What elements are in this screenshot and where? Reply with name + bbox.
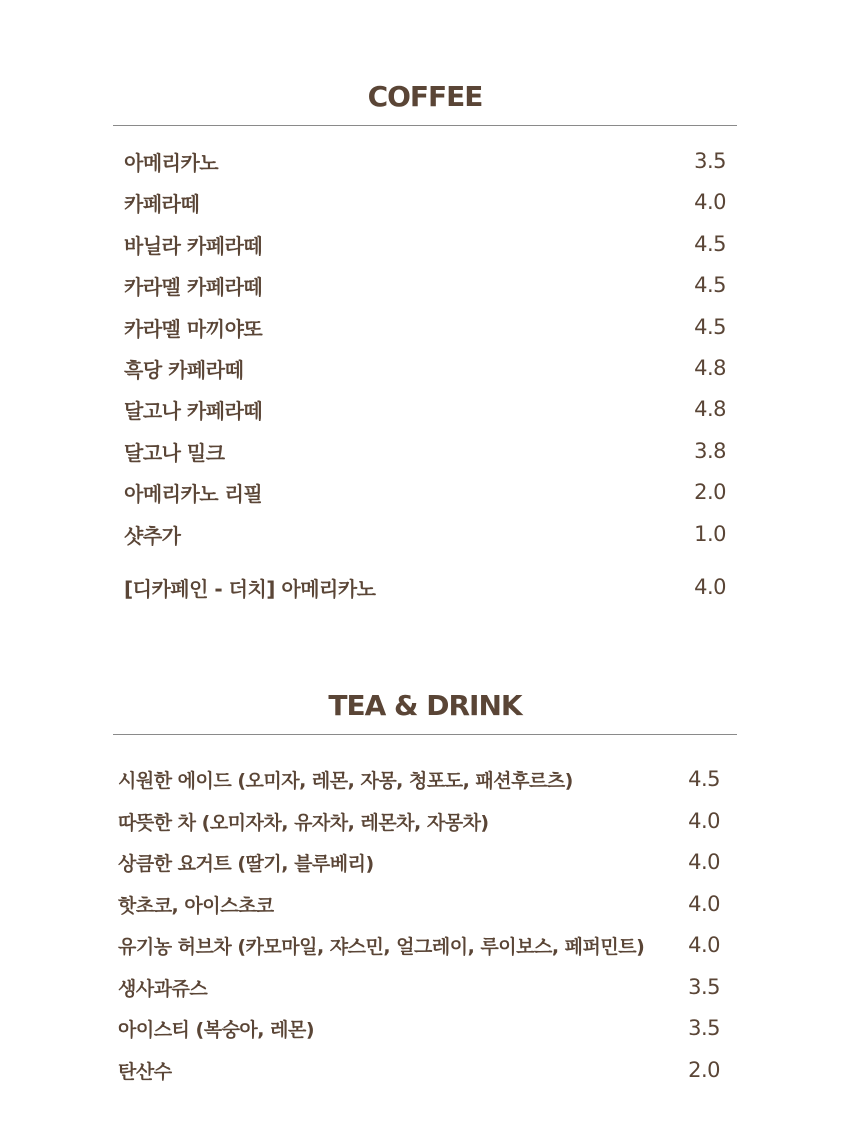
coffee-divider — [113, 125, 737, 126]
menu-item-name: 샷추가 — [124, 523, 181, 548]
menu-item — [118, 806, 720, 836]
menu-item-name: 바닐라 카페라떼 — [124, 233, 263, 258]
menu-item — [118, 1013, 720, 1043]
menu-item — [118, 1055, 720, 1085]
menu-item — [124, 146, 726, 176]
menu-item-name: 카라멜 카페라떼 — [124, 274, 263, 299]
menu-item — [124, 229, 726, 259]
menu-item-price: 4.5 — [694, 315, 726, 339]
tea-divider — [113, 734, 737, 735]
menu-item-name: 아메리카노 리필 — [124, 481, 263, 506]
menu-item-price: 3.8 — [694, 439, 726, 463]
menu-item-name: 시원한 에이드 (오미자, 레몬, 자몽, 청포도, 패션후르츠) — [118, 769, 573, 792]
menu-item-price: 4.0 — [694, 575, 726, 599]
menu-item-name: 탄산수 — [118, 1060, 172, 1083]
menu-item-price: 3.5 — [688, 975, 720, 999]
menu-item-price: 4.5 — [688, 767, 720, 791]
menu-item-price: 4.5 — [694, 232, 726, 256]
tea-section-title: TEA & DRINK — [328, 689, 522, 722]
menu-item-name: 상큼한 요거트 (딸기, 블루베리) — [118, 852, 374, 875]
menu-item — [124, 187, 726, 217]
menu-item — [118, 889, 720, 919]
menu-item — [124, 394, 726, 424]
menu-item — [124, 572, 726, 602]
menu-item-price: 3.5 — [694, 149, 726, 173]
menu-item-name: [디카페인 - 더치] 아메리카노 — [124, 576, 376, 601]
menu-item — [124, 477, 726, 507]
menu-item-price: 2.0 — [694, 480, 726, 504]
menu-item-price: 2.0 — [688, 1058, 720, 1082]
menu-item-price: 4.0 — [688, 809, 720, 833]
menu-item-name: 유기농 허브차 (카모마일, 쟈스민, 얼그레이, 루이보스, 페퍼민트) — [118, 935, 645, 958]
menu-item-name: 카페라떼 — [124, 191, 200, 216]
menu-item-name: 따뜻한 차 (오미자차, 유자차, 레몬차, 자몽차) — [118, 811, 489, 834]
menu-item — [124, 312, 726, 342]
menu-item-name: 달고나 카페라떼 — [124, 398, 263, 423]
menu-item-name: 흑당 카페라떼 — [124, 357, 244, 382]
menu-item — [124, 519, 726, 549]
menu-item-price: 4.8 — [694, 397, 726, 421]
menu-item — [118, 764, 720, 794]
menu-item — [118, 847, 720, 877]
menu-item-price: 4.8 — [694, 356, 726, 380]
menu-item-name: 카라멜 마끼야또 — [124, 316, 263, 341]
menu-item-price: 4.0 — [688, 892, 720, 916]
coffee-section-title: COFFEE — [367, 80, 483, 113]
menu-item-price: 1.0 — [694, 522, 726, 546]
menu-item-name: 달고나 밀크 — [124, 440, 225, 465]
menu-item — [118, 930, 720, 960]
menu-item-price: 3.5 — [688, 1016, 720, 1040]
menu-item-name: 아이스티 (복숭아, 레몬) — [118, 1018, 315, 1041]
menu-item — [124, 436, 726, 466]
menu-item — [124, 353, 726, 383]
menu-item-price: 4.0 — [694, 190, 726, 214]
menu-item-name: 핫초코, 아이스초코 — [118, 894, 274, 917]
menu-item-price: 4.5 — [694, 273, 726, 297]
menu-item-name: 생사과쥬스 — [118, 977, 208, 1000]
menu-item-name: 아메리카노 — [124, 150, 219, 175]
menu-item-price: 4.0 — [688, 850, 720, 874]
menu-item-price: 4.0 — [688, 933, 720, 957]
menu-item — [124, 270, 726, 300]
menu-item — [118, 972, 720, 1002]
